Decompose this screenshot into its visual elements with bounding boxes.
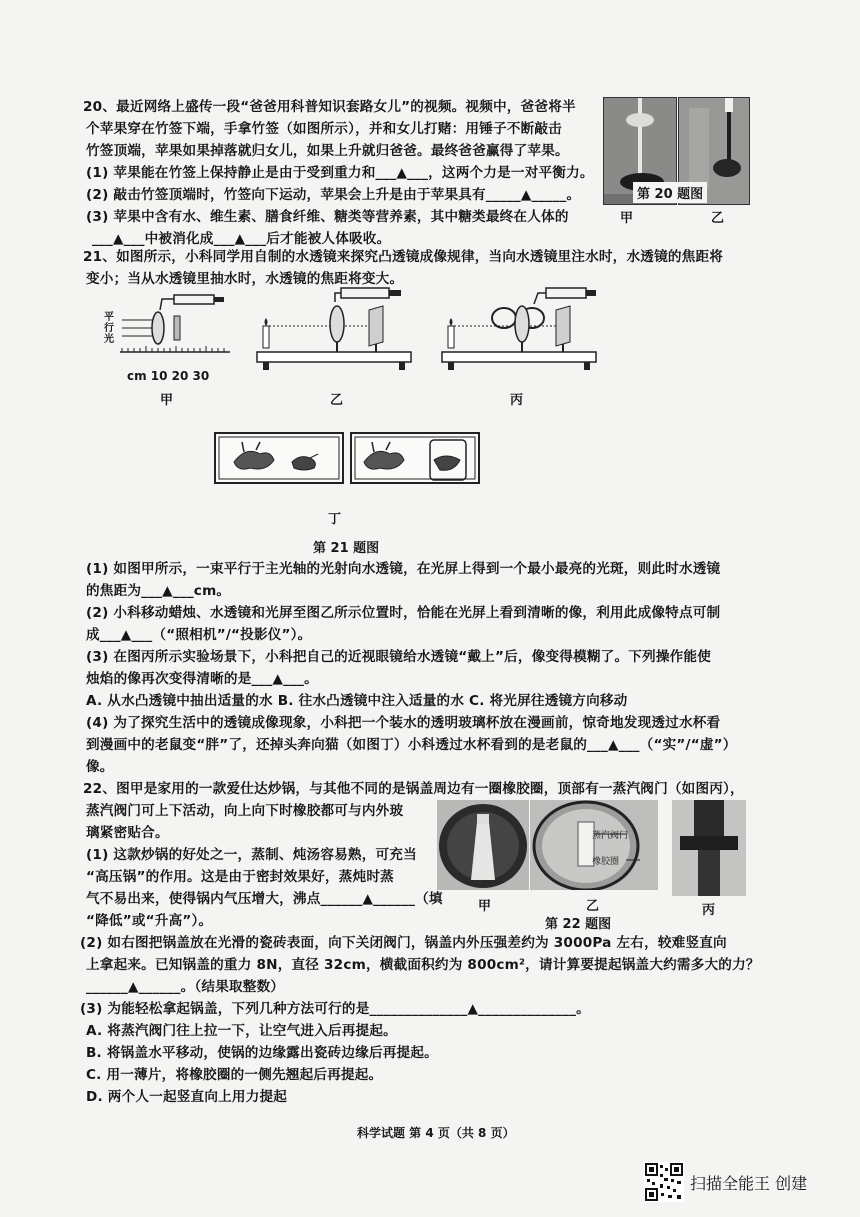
q21-figure-jia — [112, 290, 234, 372]
q21-line-7: A. 从水凸透镜中抽出适量的水 B. 往水凸透镜中注入适量的水 C. 将光屏往透镜方向移动 — [86, 693, 628, 709]
q22-fig-label-jia: 甲 — [478, 899, 492, 914]
q22-line-6: 气不易出来，使得锅内气压增大，沸点______▲______（填 — [86, 891, 443, 907]
q22-line-5: “高压锅”的作用。这是由于密封效果好，蒸炖时蒸 — [86, 869, 394, 885]
q21-intro-2: 变小；当从水透镜里抽水时，水透镜的焦距将变大。 — [86, 271, 404, 287]
q22-line-1: 22、图甲是家用的一款爱仕达炒锅，与其他不同的是锅盖周边有一圈橡胶圈，顶部有一蒸汽阀门（如图丙）， — [83, 781, 744, 797]
q22-line-8: (2) 如右图把锅盖放在光滑的瓷砖表面，向下关闭阀门，锅盖内外压强差约为 3000Pa 左右，较难竖直向 — [80, 935, 727, 951]
q20-line-3: 竹签顶端，苹果如果掉落就归女儿，如果上升就归爸爸。最终爸爸赢得了苹果。 — [86, 143, 569, 159]
q22-photo-bing — [672, 800, 746, 896]
q22-line-11: (3) 为能轻松拿起锅盖，下列几种方法可行的是______________▲______________。 — [80, 1001, 590, 1017]
q20-line-6: (3) 苹果中含有水、维生素、膳食纤维、糖类等营养素，其中糖类最终在人体的 — [86, 209, 569, 225]
q21-fig-label-yi: 乙 — [330, 393, 344, 408]
q22-photo-yi — [530, 800, 658, 890]
q21-line-8: (4) 为了探究生活中的透镜成像现象，小科把一个装水的透明玻璃杯放在漫画前，惊奇地发现透过水杯看 — [86, 715, 721, 731]
q21-figure-bing — [438, 282, 602, 378]
q22-line-4: (1) 这款炒锅的好处之一，蒸制、炖汤容易熟，可充当 — [86, 847, 417, 863]
q21-fig-label-ding: 丁 — [328, 512, 342, 527]
page-footer: 科学试题 第 4 页（共 8 页） — [357, 1126, 515, 1140]
q22-fig-label-bing: 丙 — [702, 903, 716, 918]
q20-fig-label-jia: 甲 — [620, 211, 634, 226]
q22-line-2: 蒸汽阀门可上下活动，向上向下时橡胶都可与内外玻 — [86, 803, 404, 819]
q21-line-6: 烛焰的像再次变得清晰的是___▲___。 — [86, 671, 318, 687]
q22-annotation-valve: 蒸汽阀门 — [592, 831, 629, 841]
q21-jia-ruler-label: cm 10 20 30 — [127, 369, 210, 383]
q22-option-d: D. 两个人一起竖直向上用力提起 — [86, 1089, 288, 1105]
q22-photo-jia — [437, 800, 529, 890]
q22-line-3: 璃紧密贴合。 — [86, 825, 169, 841]
q22-line-7: “降低”或“升高”）。 — [86, 913, 213, 929]
q20-line-4: (1) 苹果能在竹签上保持静止是由于受到重力和___▲___，这两个力是一对平衡力。 — [86, 165, 594, 181]
q22-fig-label-yi: 乙 — [586, 899, 600, 914]
q22-annotation-rubber-ring: 橡胶圈 — [592, 857, 620, 867]
q21-line-2: 的焦距为___▲___cm。 — [86, 583, 231, 599]
q20-fig-label-yi: 乙 — [711, 211, 725, 226]
q20-line-1: 20、最近网络上盛传一段“爸爸用科普知识套路女儿”的视频。视频中，爸爸将半 — [83, 99, 576, 115]
q21-fig-label-bing: 丙 — [510, 393, 524, 408]
q21-line-5: (3) 在图丙所示实验场景下，小科把自己的近视眼镜给水透镜“戴上”后，像变得模糊了。下列操作能使 — [86, 649, 712, 665]
q20-line-7: ___▲___中被消化成___▲___后才能被人体吸收。 — [92, 231, 391, 247]
q21-line-3: (2) 小科移动蜡烛、水透镜和光屏至图乙所示位置时，恰能在光屏上看到清晰的像，利用此成像特点可制 — [86, 605, 721, 621]
q20-line-2: 个苹果穿在竹签下端，手拿竹签（如图所示），并和女儿打赌：用锤子不断敲击 — [86, 121, 562, 137]
q22-line-9: 上拿起来。已知锅盖的重力 8N，直径 32cm，横截面积约为 800cm²，请计算要提起锅盖大约需多大的力？ — [86, 957, 760, 973]
q22-option-a: A. 将蒸汽阀门往上拉一下，让空气进入后再提起。 — [86, 1023, 397, 1039]
q21-fig-caption: 第 21 题图 — [313, 541, 380, 556]
q20-fig-caption: 第 20 题图 — [633, 182, 707, 203]
scanner-stamp: 扫描全能王 创建 — [690, 1174, 808, 1193]
q22-fig-caption: 第 22 题图 — [545, 917, 612, 932]
q21-intro-1: 21、如图所示，小科同学用自制的水透镜来探究凸透镜成像规律，当向水透镜里注水时，水透镜的焦距将 — [83, 249, 724, 265]
q21-figure-yi — [253, 282, 417, 378]
q21-line-10: 像。 — [86, 759, 114, 775]
q22-option-c: C. 用一薄片，将橡胶圈的一侧先翘起后再提起。 — [86, 1067, 383, 1083]
q21-line-4: 成___▲___（“照相机”/“投影仪”）。 — [86, 627, 312, 643]
q20-line-5: (2) 敲击竹签顶端时，竹签向下运动，苹果会上升是由于苹果具有_____▲_____。 — [86, 187, 581, 203]
q21-line-9: 到漫画中的老鼠变“胖”了，还掉头奔向猫（如图丁）小科透过水杯看到的是老鼠的___▲___（“实”/“虚”） — [86, 737, 737, 753]
q21-fig-label-jia: 甲 — [160, 393, 174, 408]
q21-line-1: (1) 如图甲所示，一束平行于主光轴的光射向水透镜，在光屏上得到一个最小最亮的光斑，则此时水透镜 — [86, 561, 721, 577]
qr-code-icon — [644, 1162, 684, 1202]
q21-jia-parallel-light-label: 平行光 — [104, 312, 114, 345]
q22-option-b: B. 将锅盖水平移动，使锅的边缘露出瓷砖边缘后再提起。 — [86, 1045, 438, 1061]
q21-figure-ding — [214, 432, 482, 486]
q22-line-10: ______▲______。（结果取整数） — [86, 979, 285, 995]
